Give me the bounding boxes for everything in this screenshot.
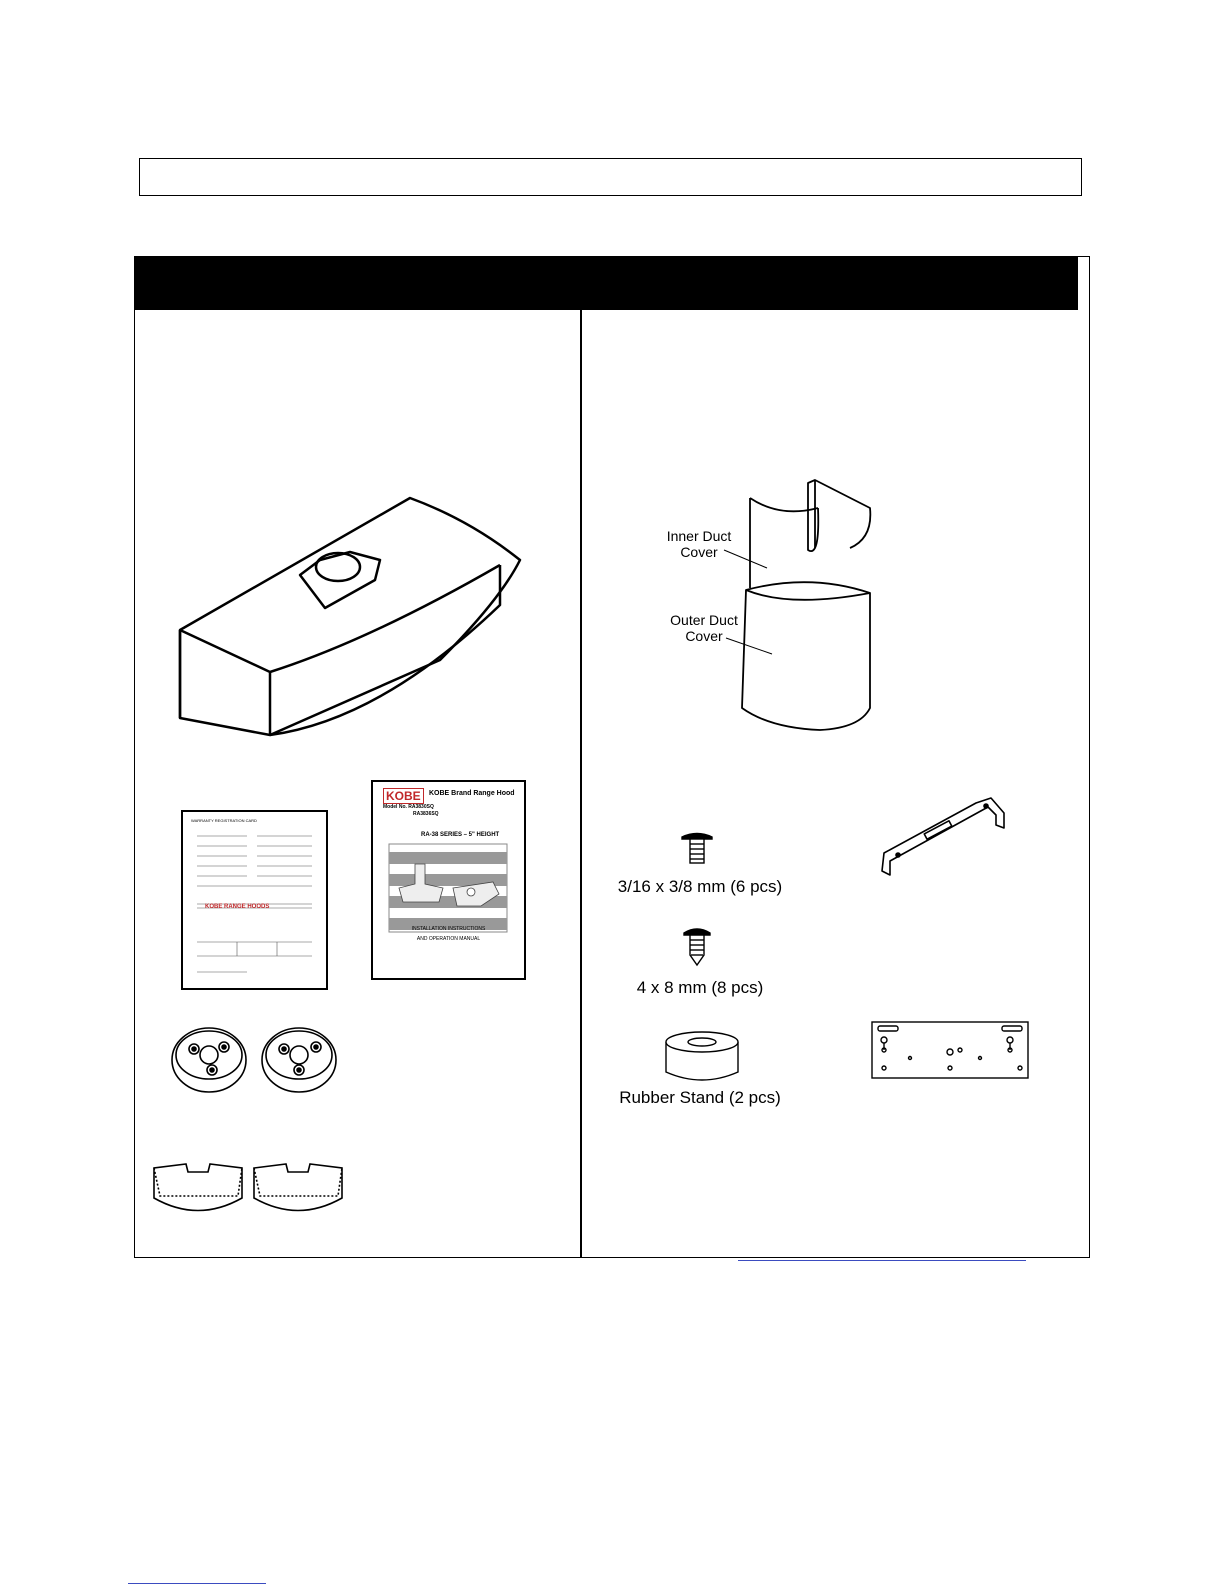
column-divider	[580, 257, 582, 1257]
mounting-discs-illustration	[166, 1027, 356, 1102]
title-box	[139, 158, 1082, 196]
manual-title: KOBE Brand Range Hood	[429, 790, 515, 797]
filter-brackets-illustration	[150, 1158, 350, 1220]
manual-footer-2: AND OPERATION MANUAL	[416, 936, 481, 942]
manual-model-2: RA3836SQ	[413, 811, 439, 817]
screw-tapping-label: 4 x 8 mm (8 pcs)	[636, 978, 764, 997]
website-link-underline[interactable]	[738, 1260, 1026, 1261]
screw-small-icon	[680, 832, 714, 866]
inner-duct-label-line2: Cover	[680, 544, 718, 560]
duct-covers-illustration	[730, 478, 880, 736]
rubber-stand-icon	[664, 1030, 740, 1086]
manual-model-1: Model No. RA3830SQ	[383, 804, 434, 810]
manual-brand-logo: KOBE	[383, 788, 424, 804]
right-column-header	[582, 257, 1078, 310]
manual-cover-photo	[389, 844, 509, 934]
outer-duct-label-line2: Cover	[685, 628, 723, 644]
footer-link-underline[interactable]	[128, 1583, 266, 1584]
rubber-stand-label: Rubber Stand (2 pcs)	[619, 1088, 781, 1107]
screw-small-label: 3/16 x 3/8 mm (6 pcs)	[617, 877, 783, 896]
warranty-card-title: WARRANTY REGISTRATION CARD	[191, 818, 257, 823]
manual-cover-image	[371, 780, 526, 980]
outer-duct-pointer	[724, 636, 774, 661]
outer-duct-label-line1: Outer Duct	[670, 612, 738, 628]
screw-tapping-icon	[682, 927, 712, 967]
warranty-card-image	[181, 810, 328, 990]
manual-footer-1: INSTALLATION INSTRUCTIONS	[411, 926, 486, 932]
mounting-plate-illustration	[870, 1020, 1030, 1082]
manual-series: RA-38 SERIES – 5" HEIGHT	[421, 832, 500, 838]
left-column-header	[135, 257, 580, 310]
range-hood-illustration	[170, 490, 530, 750]
inner-duct-pointer	[722, 548, 772, 573]
inner-duct-label-line1: Inner Duct	[666, 528, 732, 544]
warranty-card-brand: KOBE RANGE HOODS	[205, 904, 270, 910]
angle-bracket-illustration	[876, 793, 1011, 878]
